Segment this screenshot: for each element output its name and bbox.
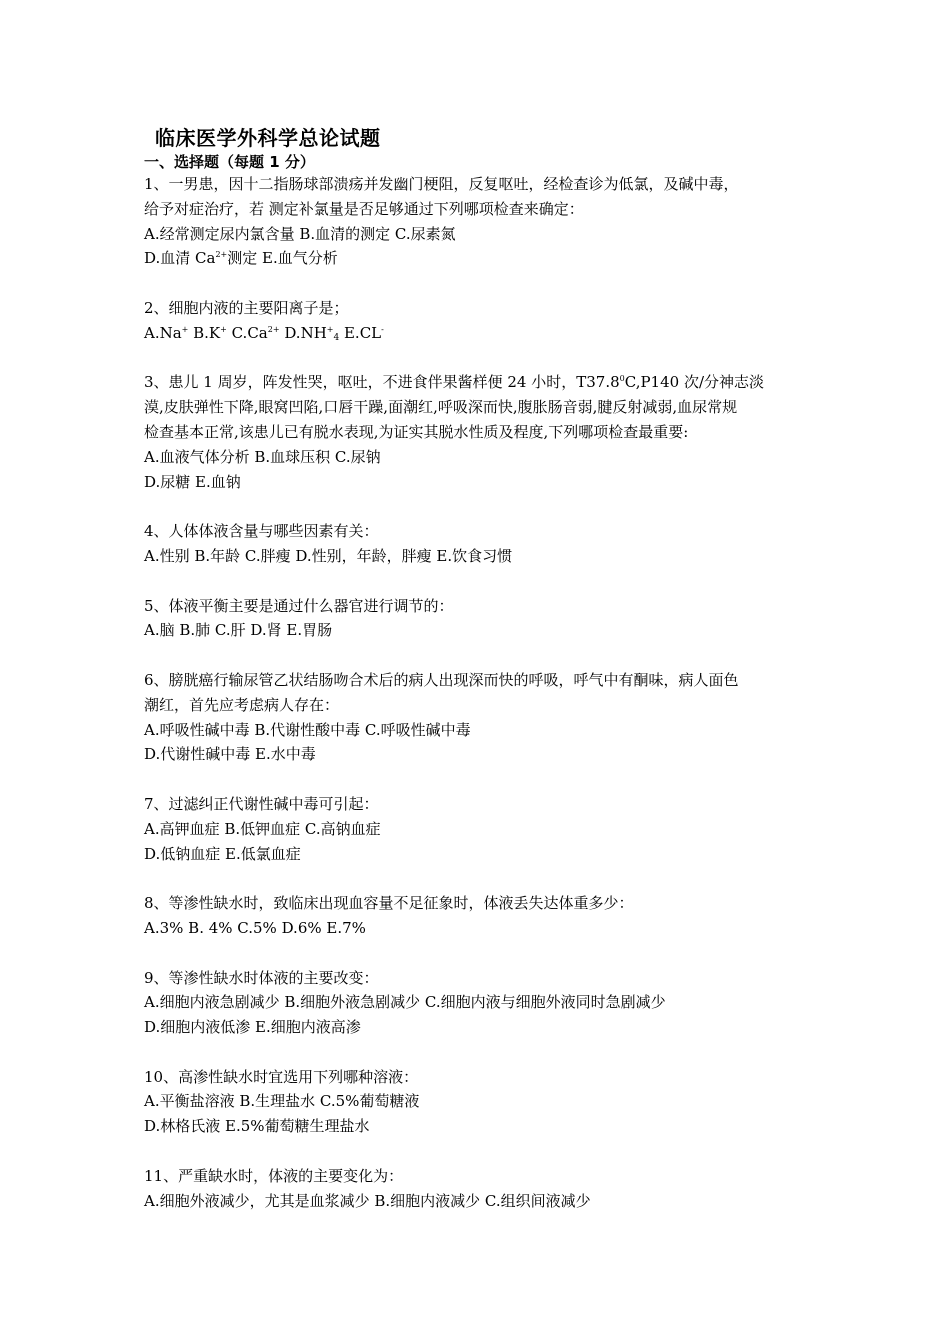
superscript: 0 <box>619 374 625 384</box>
question-8 <box>144 891 812 941</box>
answer-options: A.经常测定尿内氯含量 B.血清的测定 C.尿素氮 <box>144 224 456 243</box>
question-11 <box>144 1164 812 1214</box>
answer-options: D.代谢性碱中毒 E.水中毒 <box>144 745 316 764</box>
question-7 <box>144 792 812 866</box>
option-a: A.Na <box>144 323 182 342</box>
question-text: 10、高渗性缺水时宜选用下列哪种溶液： <box>144 1067 419 1086</box>
answer-options: A.平衡盐溶液 B.生理盐水 C.5%葡萄糖液 <box>144 1092 420 1111</box>
document-title: 临床医学外科学总论试题 <box>155 126 381 150</box>
option-d: D.NH <box>279 323 327 342</box>
question-text <box>144 370 812 395</box>
question-text: 7、过滤纠正代谢性碱中毒可引起： <box>144 794 379 813</box>
subscript: 4 <box>333 332 340 343</box>
answer-options <box>144 246 812 271</box>
question-text: 5、体液平衡主要是通过什么器官进行调节的： <box>144 596 454 615</box>
answer-options: A.性别 B.年龄 C.胖瘦 D.性别，年龄，胖瘦 E.饮食习惯 <box>144 546 513 565</box>
answer-options: A.3% B. 4% C.5% D.6% E.7% <box>144 918 366 937</box>
question-text: 2、细胞内液的主要阳离子是； <box>144 298 349 317</box>
question-text: 给予对症治疗，若 测定补氯量是否足够通过下列哪项检查来确定： <box>144 199 584 218</box>
question-6 <box>144 668 812 767</box>
option-e: E.CL <box>339 323 382 342</box>
question-2 <box>144 296 812 346</box>
superscript: + <box>181 324 189 334</box>
section-heading: 一、选择题（每题 1 分） <box>144 153 315 171</box>
answer-options: A.脑 B.肺 C.肝 D.肾 E.胃肠 <box>144 621 333 640</box>
option-text: 测定 E.血气分析 <box>227 249 338 268</box>
answer-options: A.细胞内液急剧减少 B.细胞外液急剧减少 C.细胞内液与细胞外液同时急剧减少 <box>144 993 666 1012</box>
question-text: 11、严重缺水时，体液的主要变化为： <box>144 1166 404 1185</box>
superscript: 2+ <box>215 250 228 260</box>
question-9 <box>144 966 812 1040</box>
question-10 <box>144 1065 812 1139</box>
question-text: 9、等渗性缺水时体液的主要改变： <box>144 968 379 987</box>
question-text: 检查基本正常,该患儿已有脱水表现,为证实其脱水性质及程度,下列哪项检查最重要: <box>144 422 689 441</box>
superscript: + <box>220 324 227 334</box>
answer-options: A.呼吸性碱中毒 B.代谢性酸中毒 C.呼吸性碱中毒 <box>144 720 471 739</box>
question-5 <box>144 594 812 644</box>
superscript: - <box>381 324 384 334</box>
question-text-part: 3、患儿 1 周岁，阵发性哭，呕吐，不进食伴果酱样便 24 小时，T37.8 <box>144 373 620 392</box>
answer-options: A.细胞外液减少，尤其是血浆减少 B.细胞内液减少 C.组织间液减少 <box>144 1191 591 1210</box>
answer-options: D.林格氏液 E.5%葡萄糖生理盐水 <box>144 1117 370 1136</box>
answer-options: D.尿糖 E.血钠 <box>144 472 241 491</box>
question-text: 4、人体体液含量与哪些因素有关： <box>144 522 379 541</box>
option-c: C.Ca <box>226 323 268 342</box>
answer-options: A.血液气体分析 B.血球压积 C.尿钠 <box>144 447 381 466</box>
superscript: 2+ <box>267 324 280 334</box>
answer-options: D.细胞内液低渗 E.细胞内液高渗 <box>144 1018 361 1037</box>
question-4 <box>144 519 812 569</box>
superscript: + <box>326 324 334 334</box>
option-b: B.K <box>188 323 221 342</box>
question-text-part: C,P140 次/分神志淡 <box>624 373 765 392</box>
question-list <box>144 172 812 1213</box>
question-text: 漠,皮肤弹性下降,眼窝凹陷,口唇干躁,面潮红,呼吸深而快,腹胀肠音弱,腱反射减弱,血尿常规 <box>144 398 738 417</box>
question-3 <box>144 370 812 494</box>
question-text: 8、等渗性缺水时，致临床出现血容量不足征象时，体液丢失达体重多少： <box>144 894 634 913</box>
question-1 <box>144 172 812 271</box>
answer-options: D.低钠血症 E.低氯血症 <box>144 844 301 863</box>
question-text: 1、一男患，因十二指肠球部溃疡并发幽门梗阻，反复呕吐，经检查诊为低氯，及碱中毒， <box>144 175 739 193</box>
question-text: 6、膀胱癌行输尿管乙状结肠吻合术后的病人出现深而快的呼吸，呼气中有酮味，病人面色 <box>144 670 739 689</box>
question-text: 潮红，首先应考虑病人存在： <box>144 695 340 714</box>
option-text: D.血清 Ca <box>144 249 216 268</box>
answer-options <box>144 321 812 346</box>
answer-options: A.高钾血症 B.低钾血症 C.高钠血症 <box>144 819 381 838</box>
